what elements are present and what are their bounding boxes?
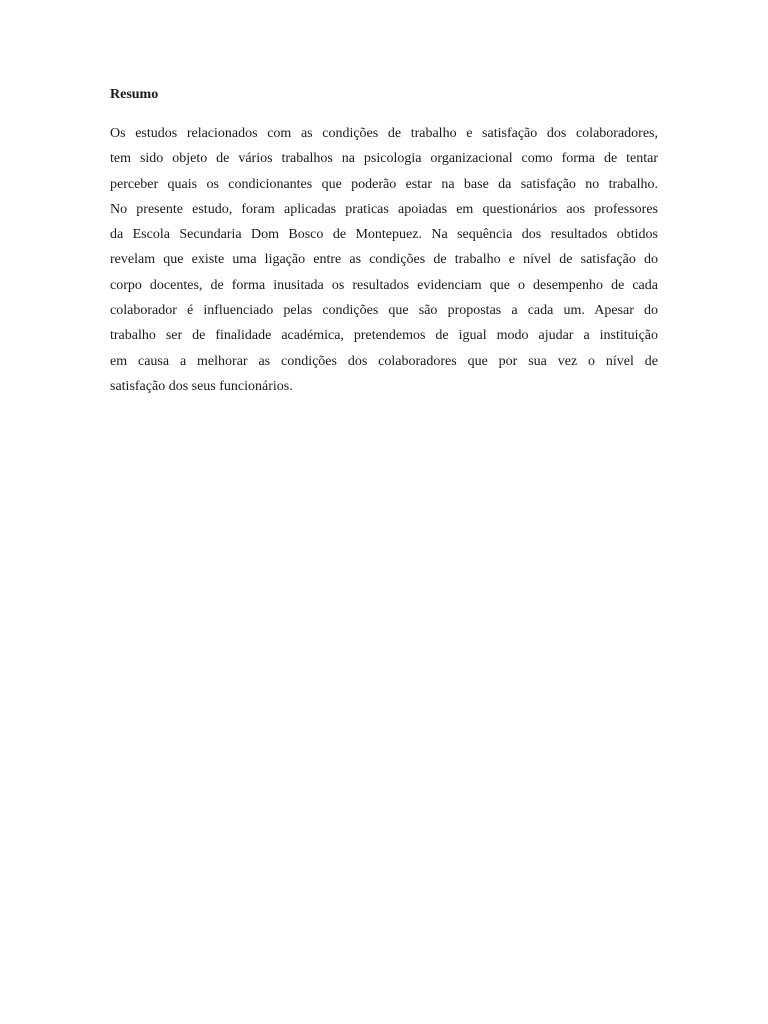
abstract-line: perceber quais os condicionantes que poderão estar na base da satisfação no trabalho. (110, 176, 658, 192)
abstract-line: da Escola Secundaria Dom Bosco de Montepuez. Na sequência dos resultados obtidos (110, 227, 658, 243)
section-heading: Resumo (110, 87, 159, 102)
abstract-line: Os estudos relacionados com as condições de trabalho e satisfação dos colaboradores, (110, 126, 658, 141)
abstract-line: corpo docentes, de forma inusitada os resultados evidenciam que o desempenho de cada (110, 277, 658, 293)
abstract-paragraph (110, 121, 658, 399)
abstract-line: trabalho ser de finalidade académica, pretendemos de igual modo ajudar a instituição (110, 328, 658, 344)
abstract-line: satisfação dos seus funcionários. (110, 378, 293, 394)
abstract-line: tem sido objeto de vários trabalhos na psicologia organizacional como forma de tentar (110, 151, 658, 167)
abstract-line: em causa a melhorar as condições dos colaboradores que por sua vez o nível de (110, 353, 658, 369)
abstract-line: No presente estudo, foram aplicadas praticas apoiadas em questionários aos professores (110, 201, 658, 217)
abstract-line: colaborador é influenciado pelas condições que são propostas a cada um. Apesar do (110, 303, 658, 319)
abstract-line: revelam que existe uma ligação entre as condições de trabalho e nível de satisfação do (110, 252, 658, 268)
